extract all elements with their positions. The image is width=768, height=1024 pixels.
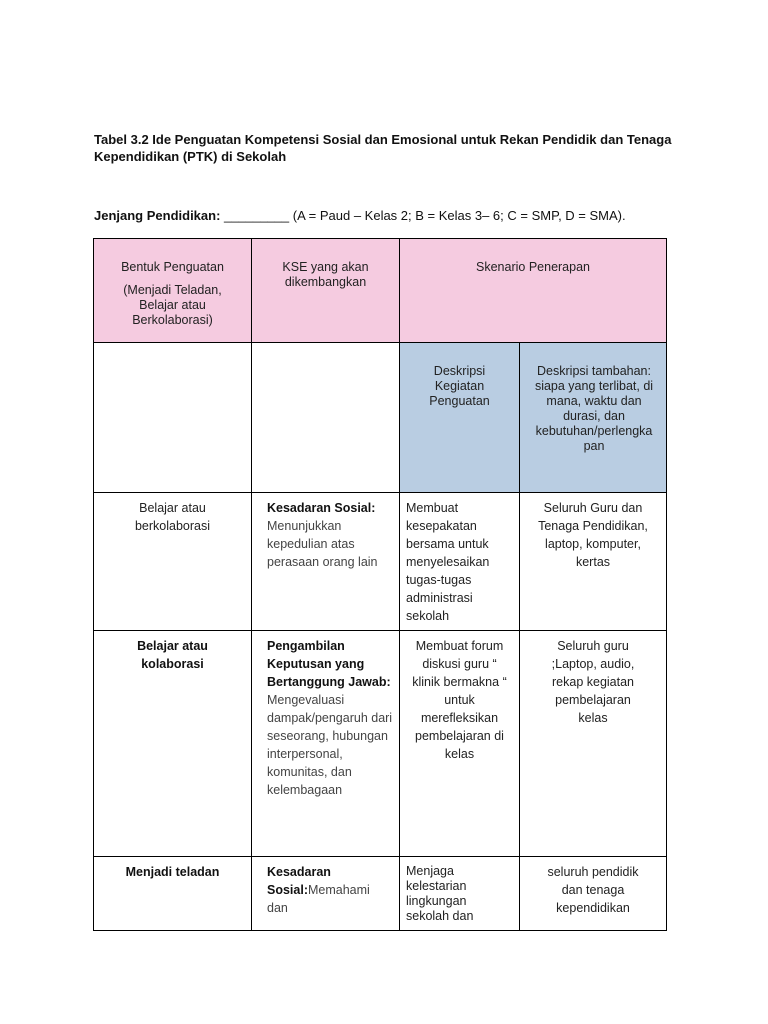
table-subheader-row (94, 343, 667, 493)
row3-kse (252, 857, 400, 931)
row3-kse-desc: Memahami dan (267, 883, 370, 915)
table-title: Tabel 3.2 Ide Penguatan Kompetensi Sosial dan Emosional untuk Rekan Pendidik dan Tenaga Kependidikan (PTK) di Sekolah (94, 132, 672, 164)
header-kse-label: KSE yang akan dikembangkan (282, 260, 369, 289)
jenjang-options: (A = Paud – Kelas 2; B = Kelas 3– 6; C = SMP, D = SMA). (292, 208, 626, 223)
row2-tambahan: Seluruh guru ;Laptop, audio, rekap kegiatan pembelajaran kelas (520, 631, 667, 857)
row3-bentuk: Menjadi teladan (94, 857, 252, 931)
row1-kse-title: Kesadaran Sosial: (267, 501, 376, 515)
subheader-empty-2 (252, 343, 400, 493)
row3-tambahan: seluruh pendidik dan tenaga kependidikan (520, 857, 667, 931)
header-skenario (400, 239, 667, 343)
jenjang-line (94, 207, 694, 224)
row1-tambahan: Seluruh Guru dan Tenaga Pendidikan, laptop, komputer, kertas (520, 493, 667, 631)
row2-deskripsi: Membuat forum diskusi guru “ klinik bermakna “ untuk merefleksikan pembelajaran di kelas (400, 631, 520, 857)
table-row (94, 857, 667, 931)
header-bentuk-penguatan (94, 239, 252, 343)
row1-kse (252, 493, 400, 631)
subheader-empty-1 (94, 343, 252, 493)
row1-bentuk: Belajar atau berkolaborasi (94, 493, 252, 631)
header-kse (252, 239, 400, 343)
row1-deskripsi: Membuat kesepakatan bersama untuk menyelesaikan tugas-tugas administrasi sekolah (400, 493, 520, 631)
row1-kse-desc: Menunjukkan kepedulian atas perasaan orang lain (267, 519, 378, 569)
row3-deskripsi: Menjaga kelestarian lingkungan sekolah dan (400, 857, 520, 931)
row2-bentuk: Belajar atau kolaborasi (94, 631, 252, 857)
penguatan-table (93, 238, 667, 931)
subheader-deskripsi: Deskripsi Kegiatan Penguatan (400, 343, 520, 493)
table-header-row (94, 239, 667, 343)
header-skenario-label: Skenario Penerapan (476, 260, 590, 274)
table-row (94, 631, 667, 857)
header-bentuk-note: (Menjadi Teladan, Belajar atau Berkolaborasi) (123, 283, 222, 327)
subheader-tambahan: Deskripsi tambahan: siapa yang terlibat, di mana, waktu dan durasi, dan kebutuhan/perlengka pan (520, 343, 667, 493)
jenjang-blank: _________ (224, 208, 290, 223)
table-row (94, 493, 667, 631)
row2-kse (252, 631, 400, 857)
header-bentuk-main: Bentuk Penguatan (121, 260, 224, 274)
row2-kse-title: Pengambilan Keputusan yang Bertanggung Jawab: (267, 639, 391, 689)
row2-kse-desc: Mengevaluasi dampak/pengaruh dari seseorang, hubungan interpersonal, komunitas, dan kelembagaan (267, 693, 393, 797)
row3-kse-title: Kesadaran Sosial: (267, 865, 331, 897)
jenjang-label: Jenjang Pendidikan: (94, 208, 221, 223)
